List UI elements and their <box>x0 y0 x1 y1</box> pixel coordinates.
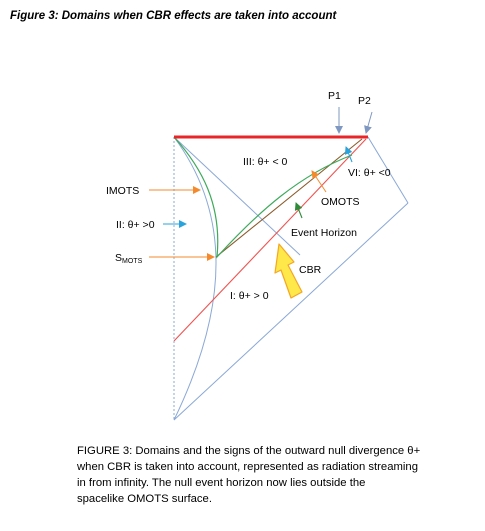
label-event-horizon: Event Horizon <box>291 227 357 239</box>
figure-title: Figure 3: Domains when CBR effects are taken into account <box>10 10 337 22</box>
caption-line-1: FIGURE 3: Domains and the signs of the outward null divergence θ+ <box>77 445 421 457</box>
label-domain-vi: VI: θ+ <0 <box>348 167 391 179</box>
label-domain-ii: II: θ+ >0 <box>116 219 155 231</box>
caption-line-2: when CBR is taken into account, represented as radiation streaming <box>77 461 418 473</box>
label-imots: IMOTS <box>106 185 140 197</box>
caption-line-3: in from infinity. The null event horizon now lies outside the <box>77 477 366 489</box>
cbr-arrow <box>275 244 302 298</box>
event-horizon-line <box>174 139 366 341</box>
spacelike-boundary-curve <box>174 137 216 420</box>
p2-arrow <box>366 112 372 133</box>
label-smots <box>115 252 143 265</box>
label-p1: P1 <box>328 90 341 102</box>
label-smots-letter: S <box>115 252 123 264</box>
label-smots-sub: MOTS <box>122 258 143 265</box>
caption-line-4: spacelike OMOTS surface. <box>77 493 212 505</box>
label-cbr: CBR <box>299 264 322 276</box>
event-horizon-arrow <box>296 203 302 218</box>
label-domain-i: I: θ+ > 0 <box>230 290 269 302</box>
figure-caption <box>77 443 472 507</box>
label-domain-iii: III: θ+ < 0 <box>243 156 288 168</box>
label-p2: P2 <box>358 95 371 107</box>
label-omots: OMOTS <box>321 196 360 208</box>
